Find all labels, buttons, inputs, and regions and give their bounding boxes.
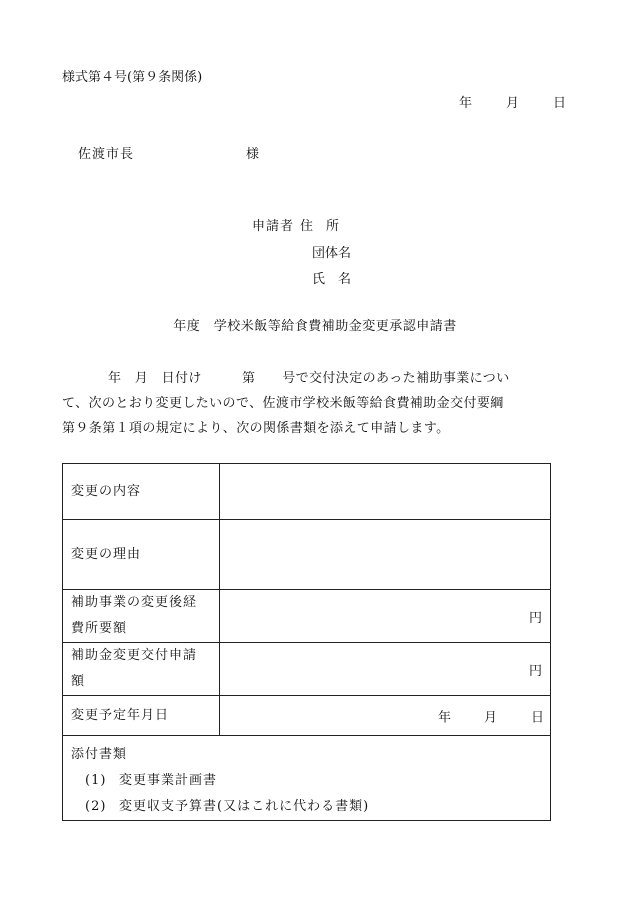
change-reason-field[interactable] [220, 520, 551, 590]
change-request-table [62, 463, 551, 821]
date-day: 日 [553, 96, 567, 111]
change-content-field[interactable] [220, 464, 551, 520]
planned-date-year: 年 [438, 710, 452, 725]
grant-amount-label [63, 643, 220, 696]
applicant-name-label: 氏 名 [312, 272, 352, 287]
applicant-address-label: 住 所 [300, 219, 340, 234]
document-title: 年度 学校米飯等給食費補助金変更承認申請書 [173, 319, 457, 334]
revised-cost-label [63, 590, 220, 643]
table-row [63, 696, 551, 736]
body-line-3: 第９条第１項の規定により、次の関係書類を添えて申請します。 [62, 421, 450, 436]
planned-date-label: 変更予定年月日 [63, 696, 220, 736]
revised-cost-label-line1: 補助事業の変更後経 [71, 595, 198, 610]
attachment-number: (1) [85, 773, 107, 788]
applicant-label: 申請者 [252, 219, 295, 234]
planned-date-day: 日 [531, 710, 545, 725]
grant-amount-label-line2: 額 [71, 674, 86, 689]
attachment-item [71, 794, 542, 820]
date-month: 月 [506, 96, 520, 111]
yen-unit: 円 [528, 610, 542, 626]
body-line-1: 年 月 日付け 第 号で交付決定のあった補助事業につい [108, 371, 510, 386]
revised-cost-label-line2: 費所要額 [71, 621, 128, 636]
applicant-group-label: 団体名 [312, 246, 352, 261]
attachment-text: 変更事業計画書 [119, 773, 218, 788]
table-row [63, 590, 551, 643]
addressee-name: 佐渡市長 [78, 147, 135, 162]
body-text [62, 366, 582, 441]
attachment-number: (2) [85, 799, 107, 814]
attachments-cell [63, 736, 551, 821]
planned-date-field[interactable] [220, 696, 551, 736]
table-row [63, 464, 551, 520]
grant-amount-field[interactable] [220, 643, 551, 696]
body-line-2: て、次のとおり変更したいので、佐渡市学校米飯等給食費補助金交付要綱 [62, 396, 504, 411]
addressee-honorific: 様 [246, 147, 260, 162]
table-row [63, 643, 551, 696]
change-reason-label: 変更の理由 [63, 520, 220, 590]
table-row [63, 520, 551, 590]
revised-cost-field[interactable] [220, 590, 551, 643]
attachment-item [71, 768, 542, 794]
attachment-text: 変更収支予算書(又はこれに代わる書類) [119, 799, 370, 814]
form-number: 様式第４号(第９条関係) [62, 70, 203, 85]
addressee [78, 143, 260, 162]
grant-amount-label-line1: 補助金変更交付申請 [71, 648, 198, 663]
yen-unit: 円 [528, 663, 542, 679]
table-row [63, 736, 551, 821]
planned-date-month: 月 [484, 710, 498, 725]
change-content-label: 変更の内容 [63, 464, 220, 520]
attachments-label: 添付書類 [71, 747, 128, 762]
date-year: 年 [459, 96, 473, 111]
